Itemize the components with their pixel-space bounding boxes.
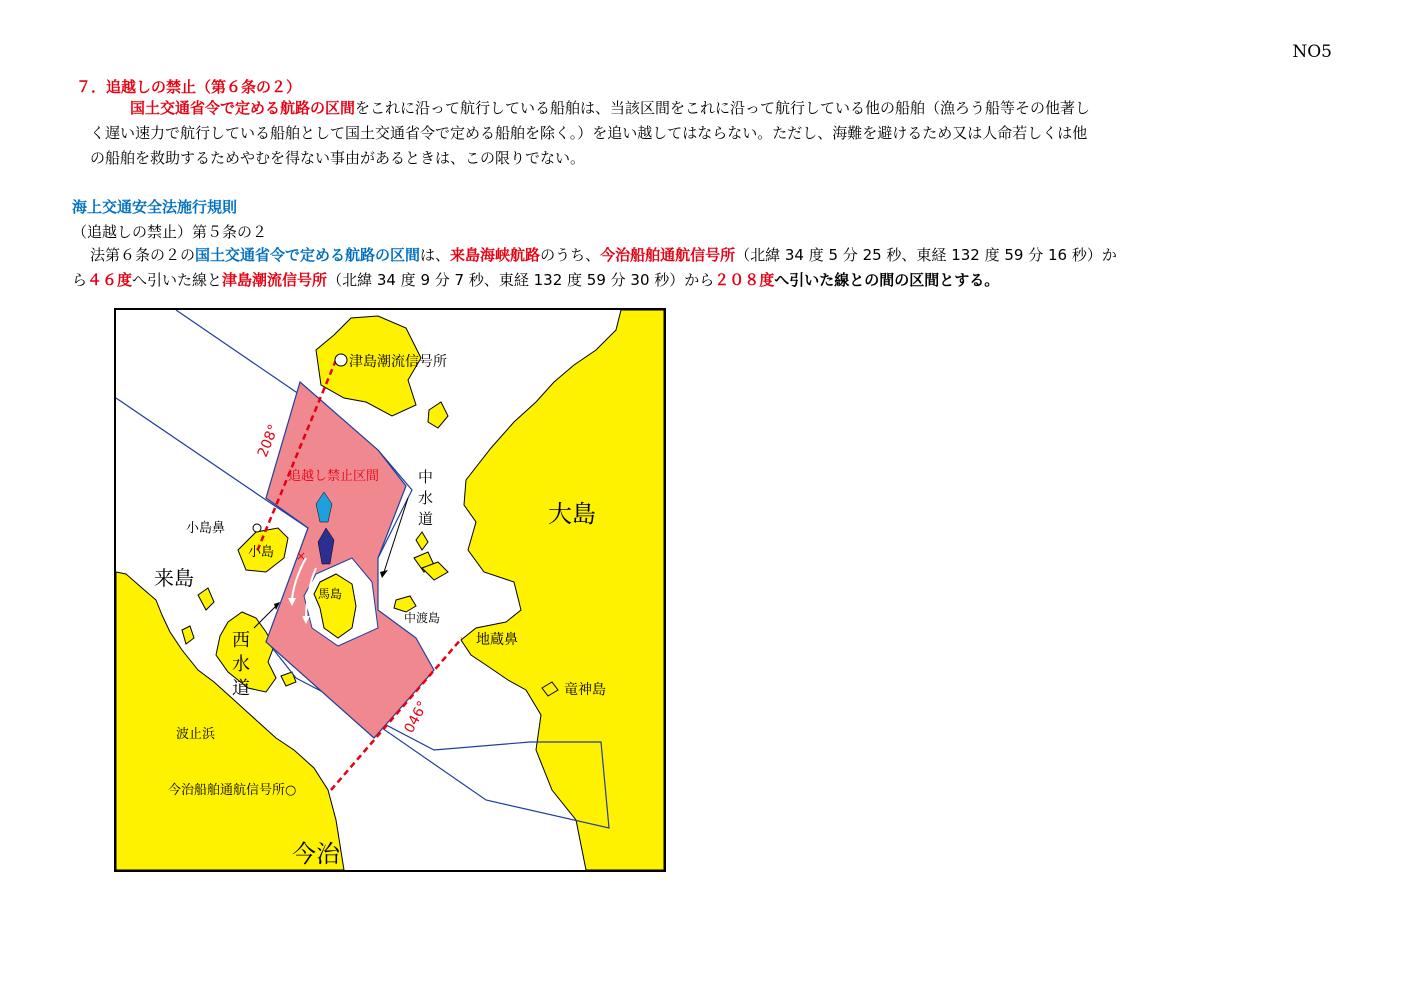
rule-highlight-tsushima: 津島潮流信号所 xyxy=(222,271,328,289)
rule-text: のうち、 xyxy=(540,246,601,264)
section-heading: ７．追越しの禁止（第６条の２） xyxy=(76,78,302,96)
label-kojima: 小島 xyxy=(248,545,275,560)
rule-text: 法第６条の２の xyxy=(90,246,196,264)
section-paragraph xyxy=(90,96,1350,171)
small-islet-mid xyxy=(416,532,428,550)
rule-title: 海上交通安全法施行規則 xyxy=(72,198,238,216)
kurushima-strait-map xyxy=(114,308,666,872)
small-islet-north xyxy=(428,402,448,428)
label-046: 046° xyxy=(401,698,432,736)
label-naka-suido-3: 道 xyxy=(418,510,434,528)
rule-highlight-route: 国土交通省令で定める航路の区間 xyxy=(195,246,421,264)
map-svg xyxy=(116,310,664,870)
label-kojima-hana: 小島鼻 xyxy=(186,521,226,536)
rule-text: （北緯 34 度 9 分 7 秒、東経 132 度 59 分 30 秒）から xyxy=(327,271,715,289)
label-nishi-suido-3: 道 xyxy=(232,678,250,699)
rule-text: ら xyxy=(72,271,88,289)
label-no-overtaking: 追越し禁止区間 xyxy=(288,469,380,484)
islet-south xyxy=(281,672,296,686)
nakatoshima-island xyxy=(394,596,416,612)
rule-highlight-46deg: ４６度 xyxy=(87,271,133,289)
rule-text-bold: へ引いた線との間の区間とする。 xyxy=(774,271,1000,289)
label-hashihama: 波止浜 xyxy=(176,727,216,742)
rule-highlight-208deg: ２０８度 xyxy=(714,271,775,289)
paragraph-line-1 xyxy=(90,96,1350,121)
label-oshima: 大島 xyxy=(548,500,596,528)
rule-highlight-imabari: 今治船舶通航信号所 xyxy=(600,246,736,264)
label-naka-suido-2: 水 xyxy=(418,489,434,507)
tsushima-station-marker xyxy=(335,354,347,366)
kurushima-island xyxy=(198,588,214,610)
overtake-mark: × xyxy=(296,549,307,563)
rule-subtitle: （追越しの禁止）第５条の２ xyxy=(72,223,268,241)
label-ryujinjima: 竜神島 xyxy=(564,682,606,698)
oshima xyxy=(461,310,664,870)
label-nakatoshima: 中渡島 xyxy=(404,611,441,625)
page-number: NO5 xyxy=(1292,42,1332,62)
paragraph-line-3: の船舶を救助するためやむを得ない事由があるときは、この限りでない。 xyxy=(90,149,586,167)
label-nishi-suido-2: 水 xyxy=(232,654,250,675)
rule-line-2 xyxy=(72,268,1362,293)
rule-text: （北緯 34 度 5 分 25 秒、東経 132 度 59 分 16 秒）か xyxy=(735,246,1117,264)
rule-text: へ引いた線と xyxy=(132,271,223,289)
label-nishi-suido-1: 西 xyxy=(232,630,250,651)
highlight-route-section: 国土交通省令で定める航路の区間 xyxy=(130,99,356,117)
rule-paragraph xyxy=(72,243,1362,293)
label-imabari: 今治 xyxy=(292,840,340,868)
paragraph-line-2: く遅い速力で航行している船舶として国土交通省令で定める船舶を除く。）を追い越してはならない。ただし、海難を避けるため又は人命若しくは他 xyxy=(90,124,1088,142)
naka-suido-pointer-head xyxy=(380,570,388,578)
islet-west xyxy=(182,626,194,644)
kojima-hana-marker xyxy=(253,524,261,532)
rule-text: は、 xyxy=(420,246,451,264)
label-umajima: 馬島 xyxy=(318,587,343,601)
label-naka-suido-1: 中 xyxy=(418,468,434,486)
label-imabari-station: 今治船舶通航信号所○ xyxy=(168,783,297,798)
label-208: 208° xyxy=(254,422,283,460)
label-kurushima: 来島 xyxy=(154,566,194,590)
paragraph-text: をこれに沿って航行している船舶は、当該区間をこれに沿って航行している他の船舶（漁ろう船等その他著し xyxy=(355,99,1091,117)
label-jizo-hana: 地蔵鼻 xyxy=(476,632,518,648)
rule-line-1 xyxy=(72,243,1362,268)
rule-highlight-channel: 来島海峡航路 xyxy=(450,246,541,264)
label-tsushima-station: 津島潮流信号所 xyxy=(349,354,447,370)
